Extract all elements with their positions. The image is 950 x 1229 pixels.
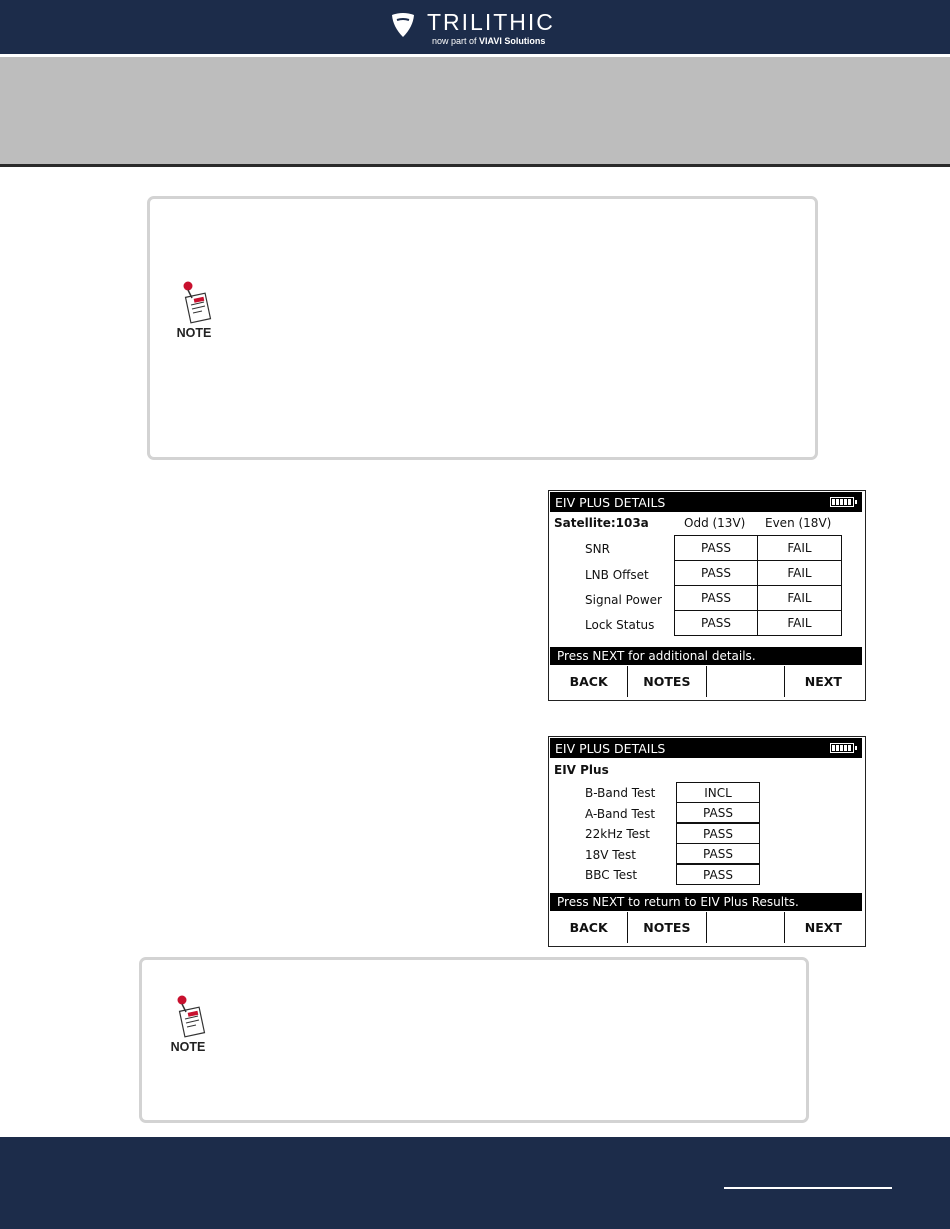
result-cell-even: FAIL <box>757 610 842 636</box>
footer-bar <box>0 1137 950 1229</box>
row-label: A-Band Test <box>585 807 656 821</box>
note-pushpin-icon <box>174 995 206 1039</box>
footer-rule <box>724 1187 892 1189</box>
screen-title-bar <box>550 492 862 512</box>
col-header-even: Even (18V) <box>765 516 832 530</box>
screen-title-bar <box>550 738 862 758</box>
notes-button[interactable]: NOTES <box>628 666 706 697</box>
status-bar: Press NEXT to return to EIV Plus Results. <box>550 893 862 911</box>
battery-icon <box>830 743 854 753</box>
note-label: NOTE <box>170 1040 206 1054</box>
note-box <box>139 957 809 1123</box>
col-header-odd: Odd (13V) <box>684 516 746 530</box>
eiv-plus-details-screen-2 <box>548 736 866 947</box>
screen-title: EIV PLUS DETAILS <box>555 495 666 510</box>
blank-softkey[interactable] <box>707 666 785 697</box>
trilithic-logo <box>391 9 571 48</box>
next-button[interactable]: NEXT <box>804 920 842 935</box>
note-label: NOTE <box>176 326 212 340</box>
note-icon-group <box>164 995 212 1055</box>
brand-prefix: now part of <box>432 36 477 46</box>
result-cell: PASS <box>676 864 760 885</box>
result-cell-odd: PASS <box>674 535 758 561</box>
row-label: SNR <box>585 542 610 556</box>
next-button[interactable]: NEXT <box>804 674 842 689</box>
result-cell: INCL <box>676 782 760 803</box>
row-label: 22kHz Test <box>585 827 650 841</box>
shield-logo-icon <box>391 12 415 38</box>
notes-button[interactable]: NOTES <box>628 912 706 943</box>
status-bar: Press NEXT for additional details. <box>550 647 862 665</box>
row-label: Lock Status <box>585 618 655 632</box>
softkey-row <box>550 912 862 943</box>
brand-name: TRILITHIC <box>427 9 555 35</box>
row-label: B-Band Test <box>585 786 656 800</box>
softkey-row <box>550 666 862 697</box>
brand-tagline <box>432 36 545 46</box>
eiv-plus-label: EIV Plus <box>554 763 609 777</box>
note-pushpin-icon <box>180 281 212 325</box>
section-header-band <box>0 57 950 167</box>
result-cell-odd: PASS <box>674 560 758 586</box>
result-cell-even: FAIL <box>757 535 842 561</box>
result-cell-even: FAIL <box>757 560 842 586</box>
result-cell-odd: PASS <box>674 610 758 636</box>
blank-softkey[interactable] <box>707 912 785 943</box>
battery-icon <box>830 497 854 507</box>
result-cell-even: FAIL <box>757 585 842 611</box>
row-label: Signal Power <box>585 593 662 607</box>
back-button[interactable]: BACK <box>550 912 628 943</box>
result-cell: PASS <box>676 802 760 823</box>
screen-title: EIV PLUS DETAILS <box>555 741 666 756</box>
result-cell: PASS <box>676 843 760 864</box>
result-cell: PASS <box>676 823 760 844</box>
note-icon-group <box>170 281 218 341</box>
row-label: BBC Test <box>585 868 638 882</box>
row-label: LNB Offset <box>585 568 649 582</box>
satellite-label: Satellite:103a <box>554 516 649 530</box>
note-box <box>147 196 818 460</box>
back-button[interactable]: BACK <box>550 666 628 697</box>
header-bar <box>0 0 950 54</box>
result-cell-odd: PASS <box>674 585 758 611</box>
eiv-plus-details-screen-1 <box>548 490 866 701</box>
brand-suffix: VIAVI Solutions <box>479 36 546 46</box>
row-label: 18V Test <box>585 848 636 862</box>
